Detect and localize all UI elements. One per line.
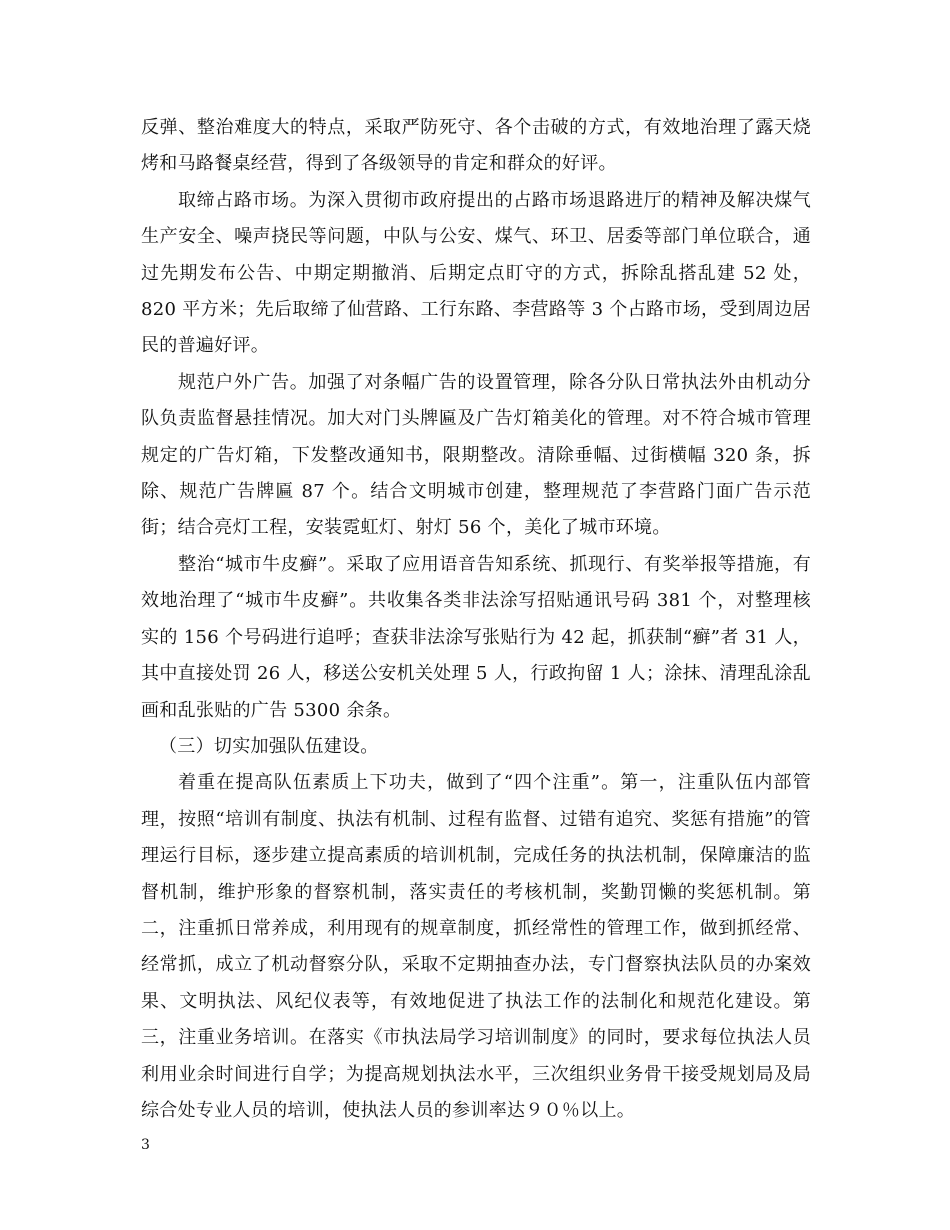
paragraph-city-graffiti: 整治“城市牛皮癣”。采取了应用语音告知系统、抓现行、有奖举报等措施，有效地治理了“城市牛皮癣”。共收集各类非法涂写招贴通讯号码 381 个，对整理核实的 156 个号码进行追呼；查获非法涂写张贴行为 42 起，抓获制“癣”者 31 人，其中直接处罚 26 人，移送公安机关处理 5 人，行政拘留 1 人；涂抹、清理乱涂乱画和乱张贴的广告 5300 余条。 <box>141 553 811 721</box>
paragraph-team-building: 着重在提高队伍素质上下功夫，做到了“四个注重”。第一，注重队伍内部管理，按照“培训有制度、执法有机制、过程有监督、过错有追究、奖惩有措施”的管理运行目标，逐步建立提高素质的培训机制，完成任务的执法机制，保障廉洁的监督机制，维护形象的督察机制，落实责任的考核机制，奖勤罚懒的奖惩机制。第二，注重抓日常养成，利用现有的规章制度，抓经常性的管理工作，做到抓经常、经常抓，成立了机动督察分队，采取不定期抽查办法，专门督察执法队员的办案效果、文明执法、风纪仪表等，有效地促进了执法工作的法制化和规范化建设。第三，注重业务培训。在落实《市执法局学习培训制度》的同时，要求每位执法人员利用业余时间进行自学；为提高规划执法水平，三次组织业务骨干接受规划局及局综合处专业人员的培训，使执法人员的参训率达９０％以上。 <box>141 772 811 1121</box>
paragraph-outdoor-ads: 规范户外广告。加强了对条幅广告的设置管理，除各分队日常执法外由机动分队负责监督悬挂情况。加大对门头牌匾及广告灯箱美化的管理。对不符合城市管理规定的广告灯箱，下发整改通知书，限期整改。清除垂幅、过街横幅 320 条，拆除、规范广告牌匾 87 个。结合文明城市创建，整理规范了李营路门面广告示范街；结合亮灯工程，安装霓虹灯、射灯 56 个，美化了城市环境。 <box>141 371 811 539</box>
page-number: 3 <box>141 1137 150 1153</box>
paragraph-continuation: 反弹、整治难度大的特点，采取严防死守、各个击破的方式，有效地治理了露天烧烤和马路餐桌经营，得到了各级领导的肯定和群众的好评。 <box>141 117 811 175</box>
section-heading: （三）切实加强队伍建设。 <box>159 735 379 757</box>
document-body <box>141 110 811 1129</box>
paragraph-ban-road-markets: 取缔占路市场。为深入贯彻市政府提出的占路市场退路进厅的精神及解决煤气生产安全、噪声挠民等问题，中队与公安、煤气、环卫、居委等部门单位联合，通过先期发布公告、中期定期撤消、后期定点盯守的方式，拆除乱搭乱建 52 处，820 平方米；先后取缔了仙营路、工行东路、李营路等 3 个占路市场，受到周边居民的普遍好评。 <box>141 189 811 357</box>
